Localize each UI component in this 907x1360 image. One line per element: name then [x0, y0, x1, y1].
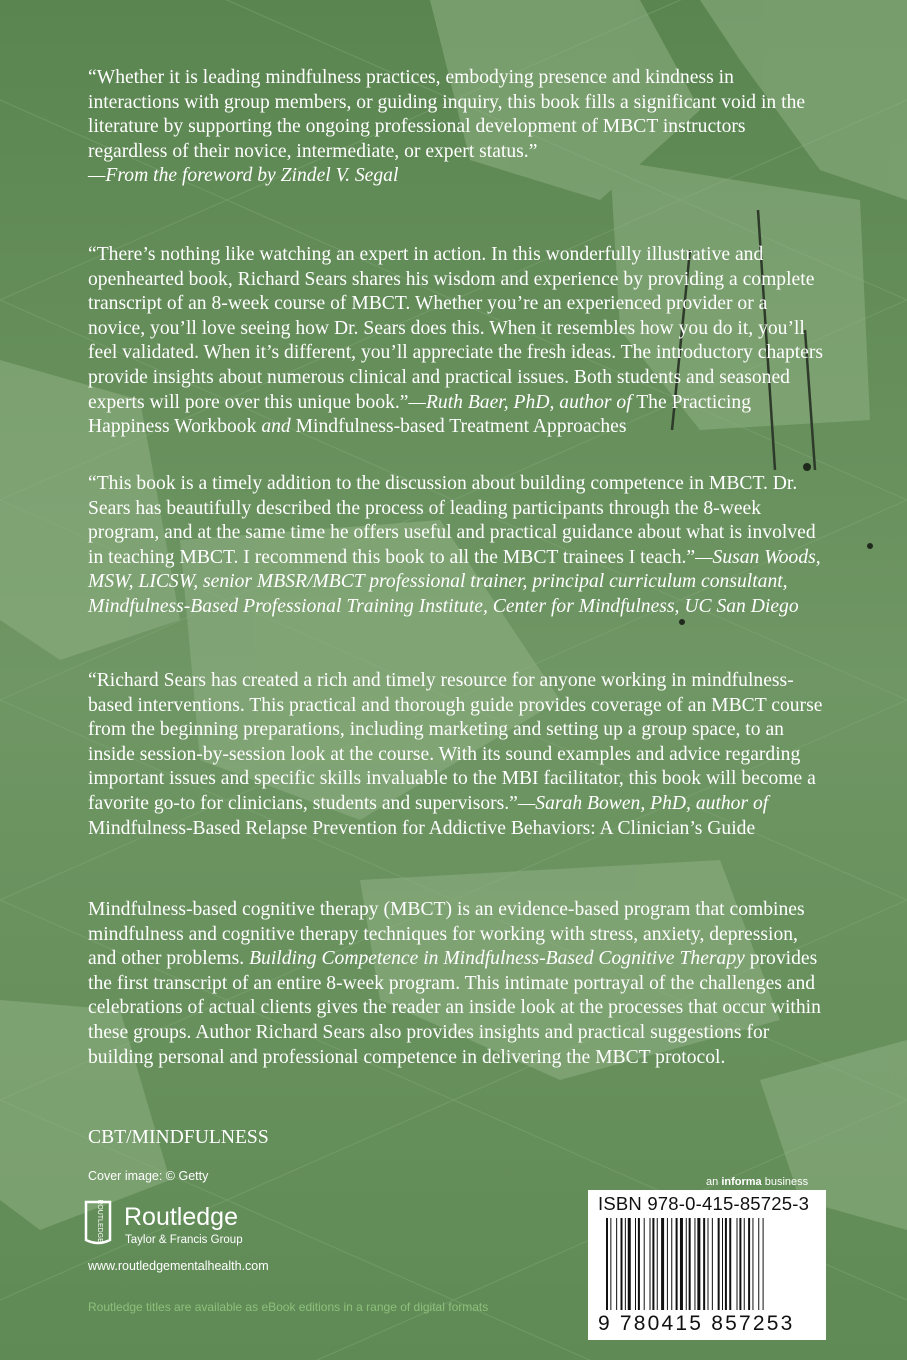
routledge-logo	[80, 1200, 280, 1248]
barcode-bar	[635, 1218, 636, 1310]
publisher-name: Routledge	[124, 1203, 238, 1231]
publisher-group: Taylor & Francis Group	[125, 1234, 243, 1246]
barcode-bar	[758, 1218, 759, 1310]
endorsement-quote: “Whether it is leading mindfulness practices, embodying presence and kindness in interactions with group members, or guiding inquiry, this book fills a significant void in the literature by supporting the ongoing professional development of MBCT instructors regardless of their novice, intermediate, or expert status.” —From the foreword by Zindel V. Segal	[88, 67, 806, 187]
barcode-bar	[676, 1218, 678, 1310]
barcode-bar	[671, 1218, 672, 1310]
barcode-bar	[628, 1218, 631, 1310]
endorsement-quote: “This book is a timely addition to the discussion about building competence in MBCT. Dr. Sears has beautifully described the process of leading participants through the 8-week program, and at the same time he offers useful and practical guidance about what is involved in teaching MBCT. I recommend this book to all the MBCT trainees I teach.”—Susan Woods, MSW, LICSW, senior MBSR/MBCT professional trainer, principal curriculum consultant, Mindfulness-Based Professional Training Institute, Center for Mindfulness, UC San Diego	[88, 473, 821, 617]
barcode-bar	[680, 1218, 683, 1310]
barcode-bar	[694, 1218, 695, 1310]
barcode-bar	[718, 1218, 720, 1310]
category-label: CBT/MINDFULNESS	[88, 1127, 269, 1148]
barcode-bar	[708, 1218, 709, 1310]
barcode-bar	[606, 1218, 608, 1310]
barcode-bar	[667, 1218, 668, 1310]
barcode-bar	[661, 1218, 664, 1310]
informa-business-label: an informa business	[706, 1176, 809, 1188]
barcode-bar	[625, 1218, 626, 1310]
svg-text:ROUTLEDGE: ROUTLEDGE	[96, 1200, 103, 1243]
barcode-bar	[652, 1218, 654, 1310]
barcode-bar	[657, 1218, 658, 1310]
barcode-bar	[703, 1218, 705, 1310]
barcode-bar	[744, 1218, 745, 1310]
barcode-bar	[689, 1218, 691, 1310]
barcode-bar	[739, 1218, 741, 1310]
ebook-note: Routledge titles are available as eBook editions in a range of digital formats	[88, 1300, 489, 1314]
barcode-bar	[752, 1218, 753, 1310]
barcode-bar	[763, 1218, 764, 1310]
cover-image-credit: Cover image: © Getty	[88, 1169, 209, 1183]
barcode-bar	[725, 1218, 727, 1310]
barcode-bar	[697, 1218, 700, 1310]
endorsement-quote: “There’s nothing like watching an expert in action. In this wonderfully illustrative and openhearted book, Richard Sears shares his wisdom and experience by providing a complete transcript of an 8-week course of MBCT. Whether you’re an experienced provider or a novice, you’ll love seeing how Dr. Sears does this. When it resembles how you do it, you’ll feel validated. When it’s different, you’ll appreciate the fresh ideas. The introductory chapters provide insights about numerous clinical and practical issues. Both students and seasoned experts will pore over this unique book.”—Ruth Baer, PhD, author of The Practicing Happiness Workbook and Mindfulness-based Treatment Approaches	[88, 244, 824, 438]
barcode-bar	[621, 1218, 623, 1310]
isbn-label: ISBN 978-0-415-85725-3	[598, 1193, 810, 1214]
barcode-bar	[650, 1218, 651, 1310]
barcode-bar	[712, 1218, 713, 1310]
barcode-bar	[737, 1218, 738, 1310]
endorsement-quote: “Richard Sears has created a rich and timely resource for anyone working in mindfulness-based interventions. This practical and thorough guide provides coverage of an MBCT course from the beginning preparations, including marketing and setting up a group space, to an inside session-by-session look at the course. With its sound examples and advice regarding important issues and specific skills invaluable to the MBI facilitator, this book will become a favorite go-to for clinicians, students and supervisors.”—Sarah Bowen, PhD, author of Mindfulness-Based Relapse Prevention for Addictive Behaviors: A Clinician’s Guide	[88, 670, 823, 839]
barcode-bar	[616, 1218, 617, 1310]
book-description: Mindfulness-based cognitive therapy (MBCT) is an evidence-based program that combines mindfulness and cognitive therapy techniques for working with stress, anxiety, depression, and other problems. Building Competence in Mindfulness-Based Cognitive Therapy provides the first transcript of an entire 8-week program. This intimate portrayal of the challenges and celebrations of actual clients gives the reader an inside look at the processes that occur within these groups. Author Richard Sears also provides insights and practical suggestions for building personal and professional competence in delivering the MBCT protocol.	[88, 899, 821, 1068]
barcode-bar	[729, 1218, 731, 1310]
barcode-bar	[638, 1218, 640, 1310]
publisher-website[interactable]: www.routledgementalhealth.com	[88, 1259, 269, 1273]
barcode-bar	[722, 1218, 723, 1310]
routledge-spine-icon	[80, 1200, 120, 1248]
barcode-bars	[606, 1218, 811, 1310]
isbn-barcode	[588, 1190, 826, 1340]
barcode-digits: 9 780415 857253	[598, 1312, 795, 1335]
barcode-bar	[610, 1218, 611, 1310]
barcode-bar	[686, 1218, 687, 1310]
barcode-bar	[748, 1218, 750, 1310]
barcode-bar	[644, 1218, 645, 1310]
